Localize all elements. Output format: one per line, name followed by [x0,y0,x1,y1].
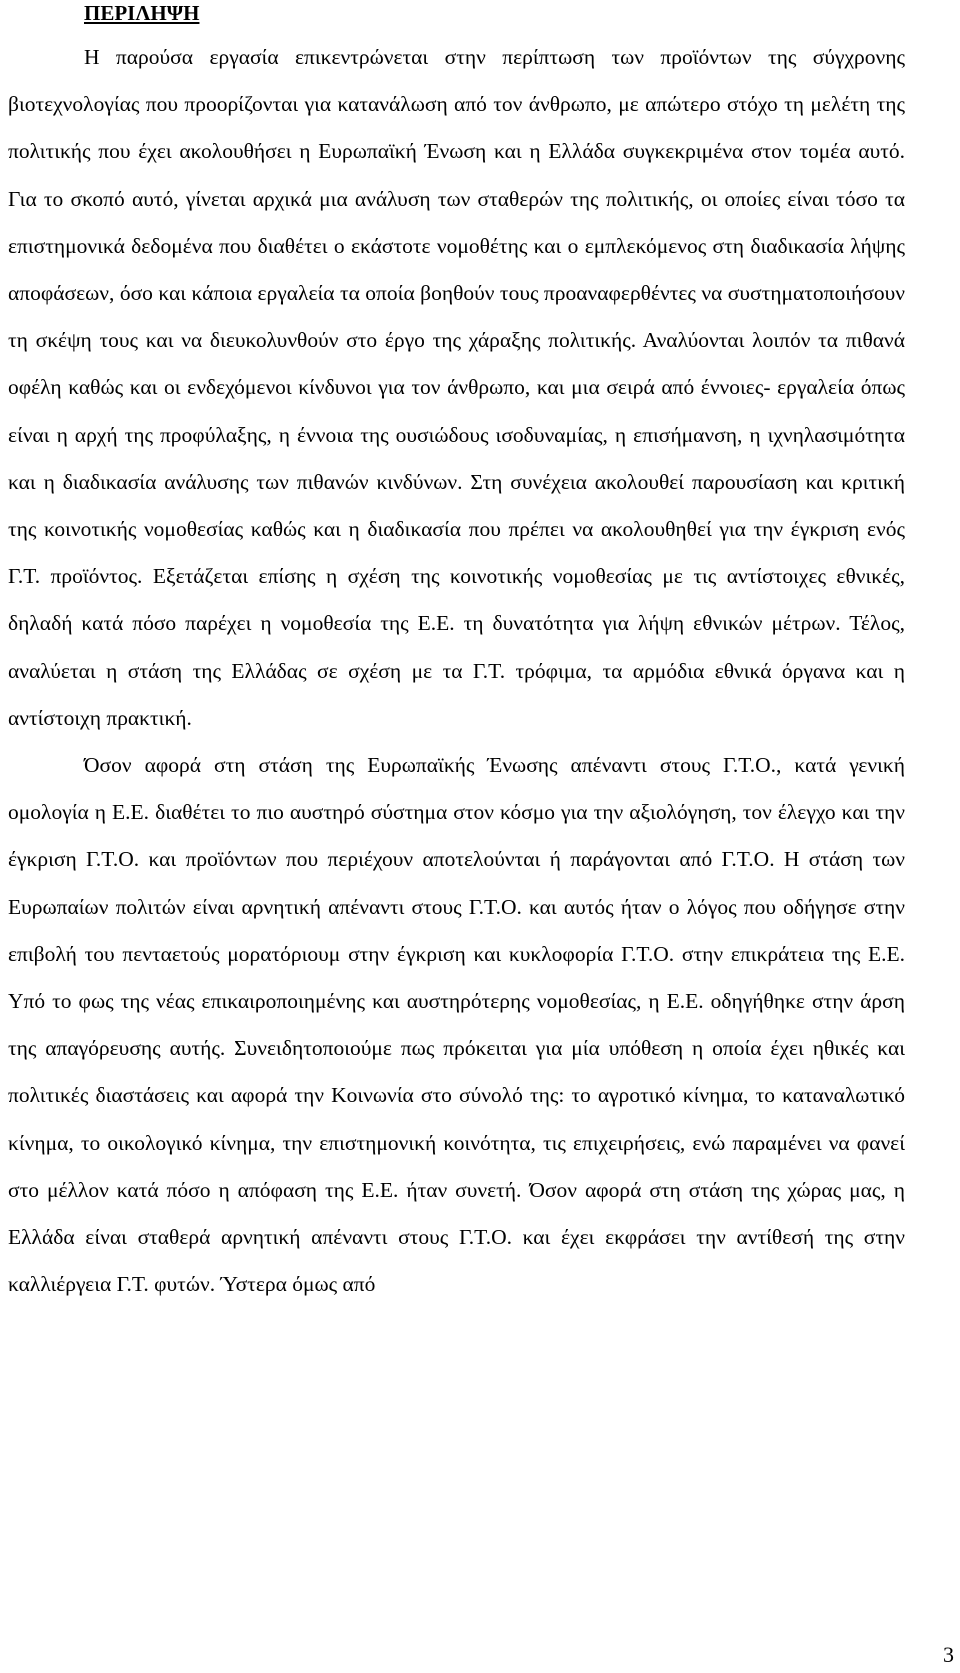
document-page [8,0,905,1308]
page-number: 3 [943,1642,954,1667]
paragraph-eu-stance: Όσον αφορά στη στάση της Ευρωπαϊκής Ένωσης απέναντι στους Γ.Τ.Ο., κατά γενική ομολογία η Ε.Ε. διαθέτει το πιο αυστηρό σύστημα στον κόσμο για την αξιολόγηση, τον έλεγχο και την έγκριση Γ.Τ.Ο. και προϊόντων που περιέχουν αποτελούνται ή παράγονται από Γ.Τ.Ο. Η στάση των Ευρωπαίων πολιτών είναι αρνητική απέναντι στους Γ.Τ.Ο. και αυτός ήταν ο λόγος που οδήγησε στην επιβολή του πενταετούς μορατόριουμ στην έγκριση και κυκλοφορία Γ.Τ.Ο. στην επικράτεια της Ε.Ε. Υπό το φως της νέας επικαιροποιημένης και αυστηρότερης νομοθεσίας, η Ε.Ε. οδηγήθηκε στην άρση της απαγόρευσης αυτής. Συνειδητοποιούμε πως πρόκειται για μία υπόθεση η οποία έχει ηθικές και πολιτικές διαστάσεις και αφορά την Κοινωνία στο σύνολό της: το αγροτικό κίνημα, το καταναλωτικό κίνημα, το οικολογικό κίνημα, την επιστημονική κοινότητα, τις επιχειρήσεις, ενώ παραμένει να φανεί στο μέλλον κατά πόσο η απόφαση της Ε.Ε. ήταν συνετή. Όσον αφορά στη στάση της χώρας μας, η Ελλάδα είναι σταθερά αρνητική απέναντι στους Γ.Τ.Ο. και έχει εκφράσει την αντίθεσή της στην καλλιέργεια Γ.Τ. φυτών. Ύστερα όμως από [8,753,905,1297]
paragraph-intro: Η παρούσα εργασία επικεντρώνεται στην περίπτωση των προϊόντων της σύγχρονης βιοτεχνολογίας που προορίζονται για κατανάλωση από τον άνθρωπο, με απώτερο στόχο τη μελέτη της πολιτικής που έχει ακολουθήσει η Ευρωπαϊκή Ένωση και η Ελλάδα συγκεκριμένα στον τομέα αυτό. Για το σκοπό αυτό, γίνεται αρχικά μια ανάλυση των σταθερών της πολιτικής, οι οποίες είναι τόσο τα επιστημονικά δεδομένα που διαθέτει ο εκάστοτε νομοθέτης και ο εμπλεκόμενος στη διαδικασία λήψης αποφάσεων, όσο και κάποια εργαλεία τα οποία βοηθούν τους προαναφερθέντες να συστηματοποιήσουν τη σκέψη τους και να διευκολυνθούν στο έργο της χάραξης πολιτικής. Αναλύονται λοιπόν τα πιθανά οφέλη καθώς και οι ενδεχόμενοι κίνδυνοι για τον άνθρωπο, και μια σειρά από έννοιες- εργαλεία όπως είναι η αρχή της προφύλαξης, η έννοια της ουσιώδους ισοδυναμίας, η επισήμανση, η ιχνηλασιμότητα και η διαδικασία ανάλυσης των πιθανών κινδύνων. Στη συνέχεια ακολουθεί παρουσίαση και κριτική της κοινοτικής νομοθεσίας καθώς και η διαδικασία που πρέπει να ακολουθηθεί για την έγκριση ενός Γ.Τ. προϊόντος. Εξετάζεται επίσης η σχέση της κοινοτικής νομοθεσίας με τις αντίστοιχες εθνικές, δηλαδή κατά πόσο παρέχει η νομοθεσία της Ε.Ε. τη δυνατότητα για λήψη εθνικών μέτρων. Τέλος, αναλύεται η στάση της Ελλάδας σε σχέση με τα Γ.Τ. τρόφιμα, τα αρμόδια εθνικά όργανα και η αντίστοιχη πρακτική. [8,45,905,730]
page-title: ΠΕΡΙΛΗΨΗ [84,1,200,25]
